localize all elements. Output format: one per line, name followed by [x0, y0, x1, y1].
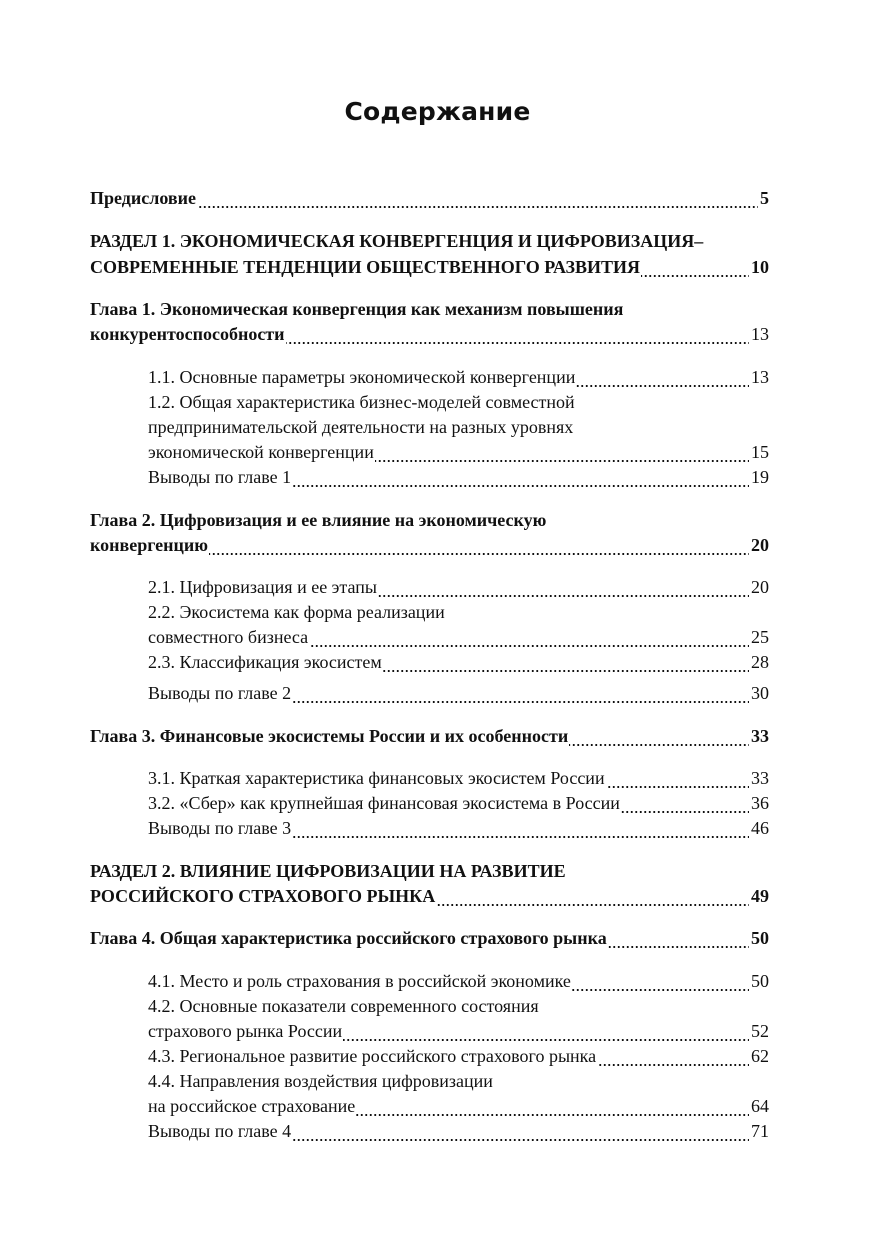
- toc-entry-text: 4.3. Региональное развитие российского страхового рынка: [148, 1044, 597, 1069]
- toc-entry-text: СОВРЕМЕННЫЕ ТЕНДЕНЦИИ ОБЩЕСТВЕННОГО РАЗВИТИЯ: [90, 255, 641, 280]
- toc-subsection-2-2-line-1[interactable]: [148, 600, 769, 625]
- toc-entry-text: РОССИЙСКОГО СТРАХОВОГО РЫНКА: [90, 884, 436, 909]
- toc-page-number: 15: [749, 440, 769, 465]
- toc-page-number: 5: [758, 186, 769, 211]
- toc-entry-text: страхового рынка России: [148, 1019, 343, 1044]
- toc-entry-text: Выводы по главе 3: [148, 816, 292, 841]
- toc-entry-text: конкурентоспособности: [90, 322, 286, 347]
- toc-subsection-2-2-line-2[interactable]: [148, 625, 769, 650]
- toc-subsection-4-3[interactable]: [148, 1044, 769, 1069]
- toc-entry-text: экономической конвергенции: [148, 440, 375, 465]
- toc-subsection-4-2-line-2[interactable]: [148, 1019, 769, 1044]
- toc-subsection-3-1[interactable]: [148, 766, 769, 791]
- toc-section-2-line-2[interactable]: [90, 884, 769, 909]
- toc-subsection-2-3[interactable]: [148, 650, 769, 675]
- toc-section-2-line-1[interactable]: [90, 859, 769, 884]
- toc-page-number: 20: [749, 575, 769, 600]
- toc-entry-text: 3.1. Краткая характеристика финансовых экосистем России: [148, 766, 606, 791]
- toc-conclusions-3[interactable]: [148, 816, 769, 841]
- toc-entry-text: 4.1. Место и роль страхования в российской экономике: [148, 969, 572, 994]
- toc-entry-text: Предисловие: [90, 186, 197, 211]
- toc-subsection-4-2-line-1[interactable]: [148, 994, 769, 1019]
- toc-chapter-1-line-2[interactable]: [90, 322, 769, 347]
- toc-page-number: 19: [749, 465, 769, 490]
- toc-entry-text: Глава 4. Общая характеристика российского страхового рынка: [90, 926, 608, 951]
- toc-page-number: 52: [749, 1019, 769, 1044]
- toc-entry-text: 1.1. Основные параметры экономической конвергенции: [148, 365, 576, 390]
- toc-entry-text: Глава 2. Цифровизация и ее влияние на экономическую: [90, 508, 547, 533]
- toc-subsection-2-1[interactable]: [148, 575, 769, 600]
- toc-entry-text: Выводы по главе 2: [148, 681, 292, 706]
- toc-entry-text: предпринимательской деятельности на разных уровнях: [148, 415, 574, 440]
- toc-entry-text: РАЗДЕЛ 2. ВЛИЯНИЕ ЦИФРОВИЗАЦИИ НА РАЗВИТИЕ: [90, 859, 567, 884]
- toc-page-number: 50: [749, 969, 769, 994]
- toc-entry-text: Выводы по главе 4: [148, 1119, 292, 1144]
- toc-subsection-3-2[interactable]: [148, 791, 769, 816]
- toc-page-number: 10: [749, 255, 769, 280]
- toc-page-number: 28: [749, 650, 769, 675]
- toc-page-number: 49: [749, 884, 769, 909]
- toc-page-number: 33: [749, 766, 769, 791]
- toc-chapter-2-line-2[interactable]: [90, 533, 769, 558]
- toc-page-number: 13: [749, 365, 769, 390]
- toc-page-number: 36: [749, 791, 769, 816]
- toc-page-number: 25: [749, 625, 769, 650]
- toc-page-number: 20: [749, 533, 769, 558]
- toc-conclusions-2[interactable]: [148, 681, 769, 706]
- toc-entry-text: совместного бизнеса: [148, 625, 309, 650]
- page-title: Содержание: [344, 97, 531, 126]
- toc-conclusions-4[interactable]: [148, 1119, 769, 1144]
- toc-entry-text: Глава 3. Финансовые экосистемы России и их особенности: [90, 724, 569, 749]
- toc-subsection-1-2-line-2[interactable]: [148, 415, 769, 440]
- toc-section-1-line-2[interactable]: [90, 255, 769, 280]
- toc-entry-text: Глава 1. Экономическая конвергенция как механизм повышения: [90, 297, 624, 322]
- toc-page-number: 62: [749, 1044, 769, 1069]
- toc-page-number: 46: [749, 816, 769, 841]
- toc-entry-preface[interactable]: [90, 186, 769, 211]
- toc-subsection-1-1[interactable]: [148, 365, 769, 390]
- toc-page-number: 71: [749, 1119, 769, 1144]
- toc-entry-text: на российское страхование: [148, 1094, 356, 1119]
- toc-subsection-1-2-line-3[interactable]: [148, 440, 769, 465]
- toc-chapter-1-line-1[interactable]: [90, 297, 769, 322]
- toc-entry-text: РАЗДЕЛ 1. ЭКОНОМИЧЕСКАЯ КОНВЕРГЕНЦИЯ И ЦИФРОВИЗАЦИЯ–: [90, 229, 704, 254]
- toc-page-number: 33: [749, 724, 769, 749]
- toc-page-number: 13: [749, 322, 769, 347]
- toc-entry-text: 4.4. Направления воздействия цифровизации: [148, 1069, 494, 1094]
- toc-entry-text: 2.1. Цифровизация и ее этапы: [148, 575, 378, 600]
- toc-page-number: 50: [749, 926, 769, 951]
- toc-chapter-3[interactable]: [90, 724, 769, 749]
- toc-section-1-line-1[interactable]: [90, 229, 769, 254]
- toc-subsection-4-4-line-1[interactable]: [148, 1069, 769, 1094]
- toc-subsection-1-2-line-1[interactable]: [148, 390, 769, 415]
- toc-entry-text: 2.2. Экосистема как форма реализации: [148, 600, 446, 625]
- toc-subsection-4-4-line-2[interactable]: [148, 1094, 769, 1119]
- toc-page-number: 64: [749, 1094, 769, 1119]
- toc-page-number: 30: [749, 681, 769, 706]
- toc-entry-text: 2.3. Классификация экосистем: [148, 650, 383, 675]
- toc-entry-text: 1.2. Общая характеристика бизнес-моделей совместной: [148, 390, 576, 415]
- toc-entry-text: Выводы по главе 1: [148, 465, 292, 490]
- toc-entry-text: 3.2. «Сбер» как крупнейшая финансовая экосистема в России: [148, 791, 621, 816]
- toc-entry-text: 4.2. Основные показатели современного состояния: [148, 994, 540, 1019]
- toc-chapter-4[interactable]: [90, 926, 769, 951]
- toc-chapter-2-line-1[interactable]: [90, 508, 769, 533]
- toc-subsection-4-1[interactable]: [148, 969, 769, 994]
- toc-conclusions-1[interactable]: [148, 465, 769, 490]
- toc-entry-text: конвергенцию: [90, 533, 209, 558]
